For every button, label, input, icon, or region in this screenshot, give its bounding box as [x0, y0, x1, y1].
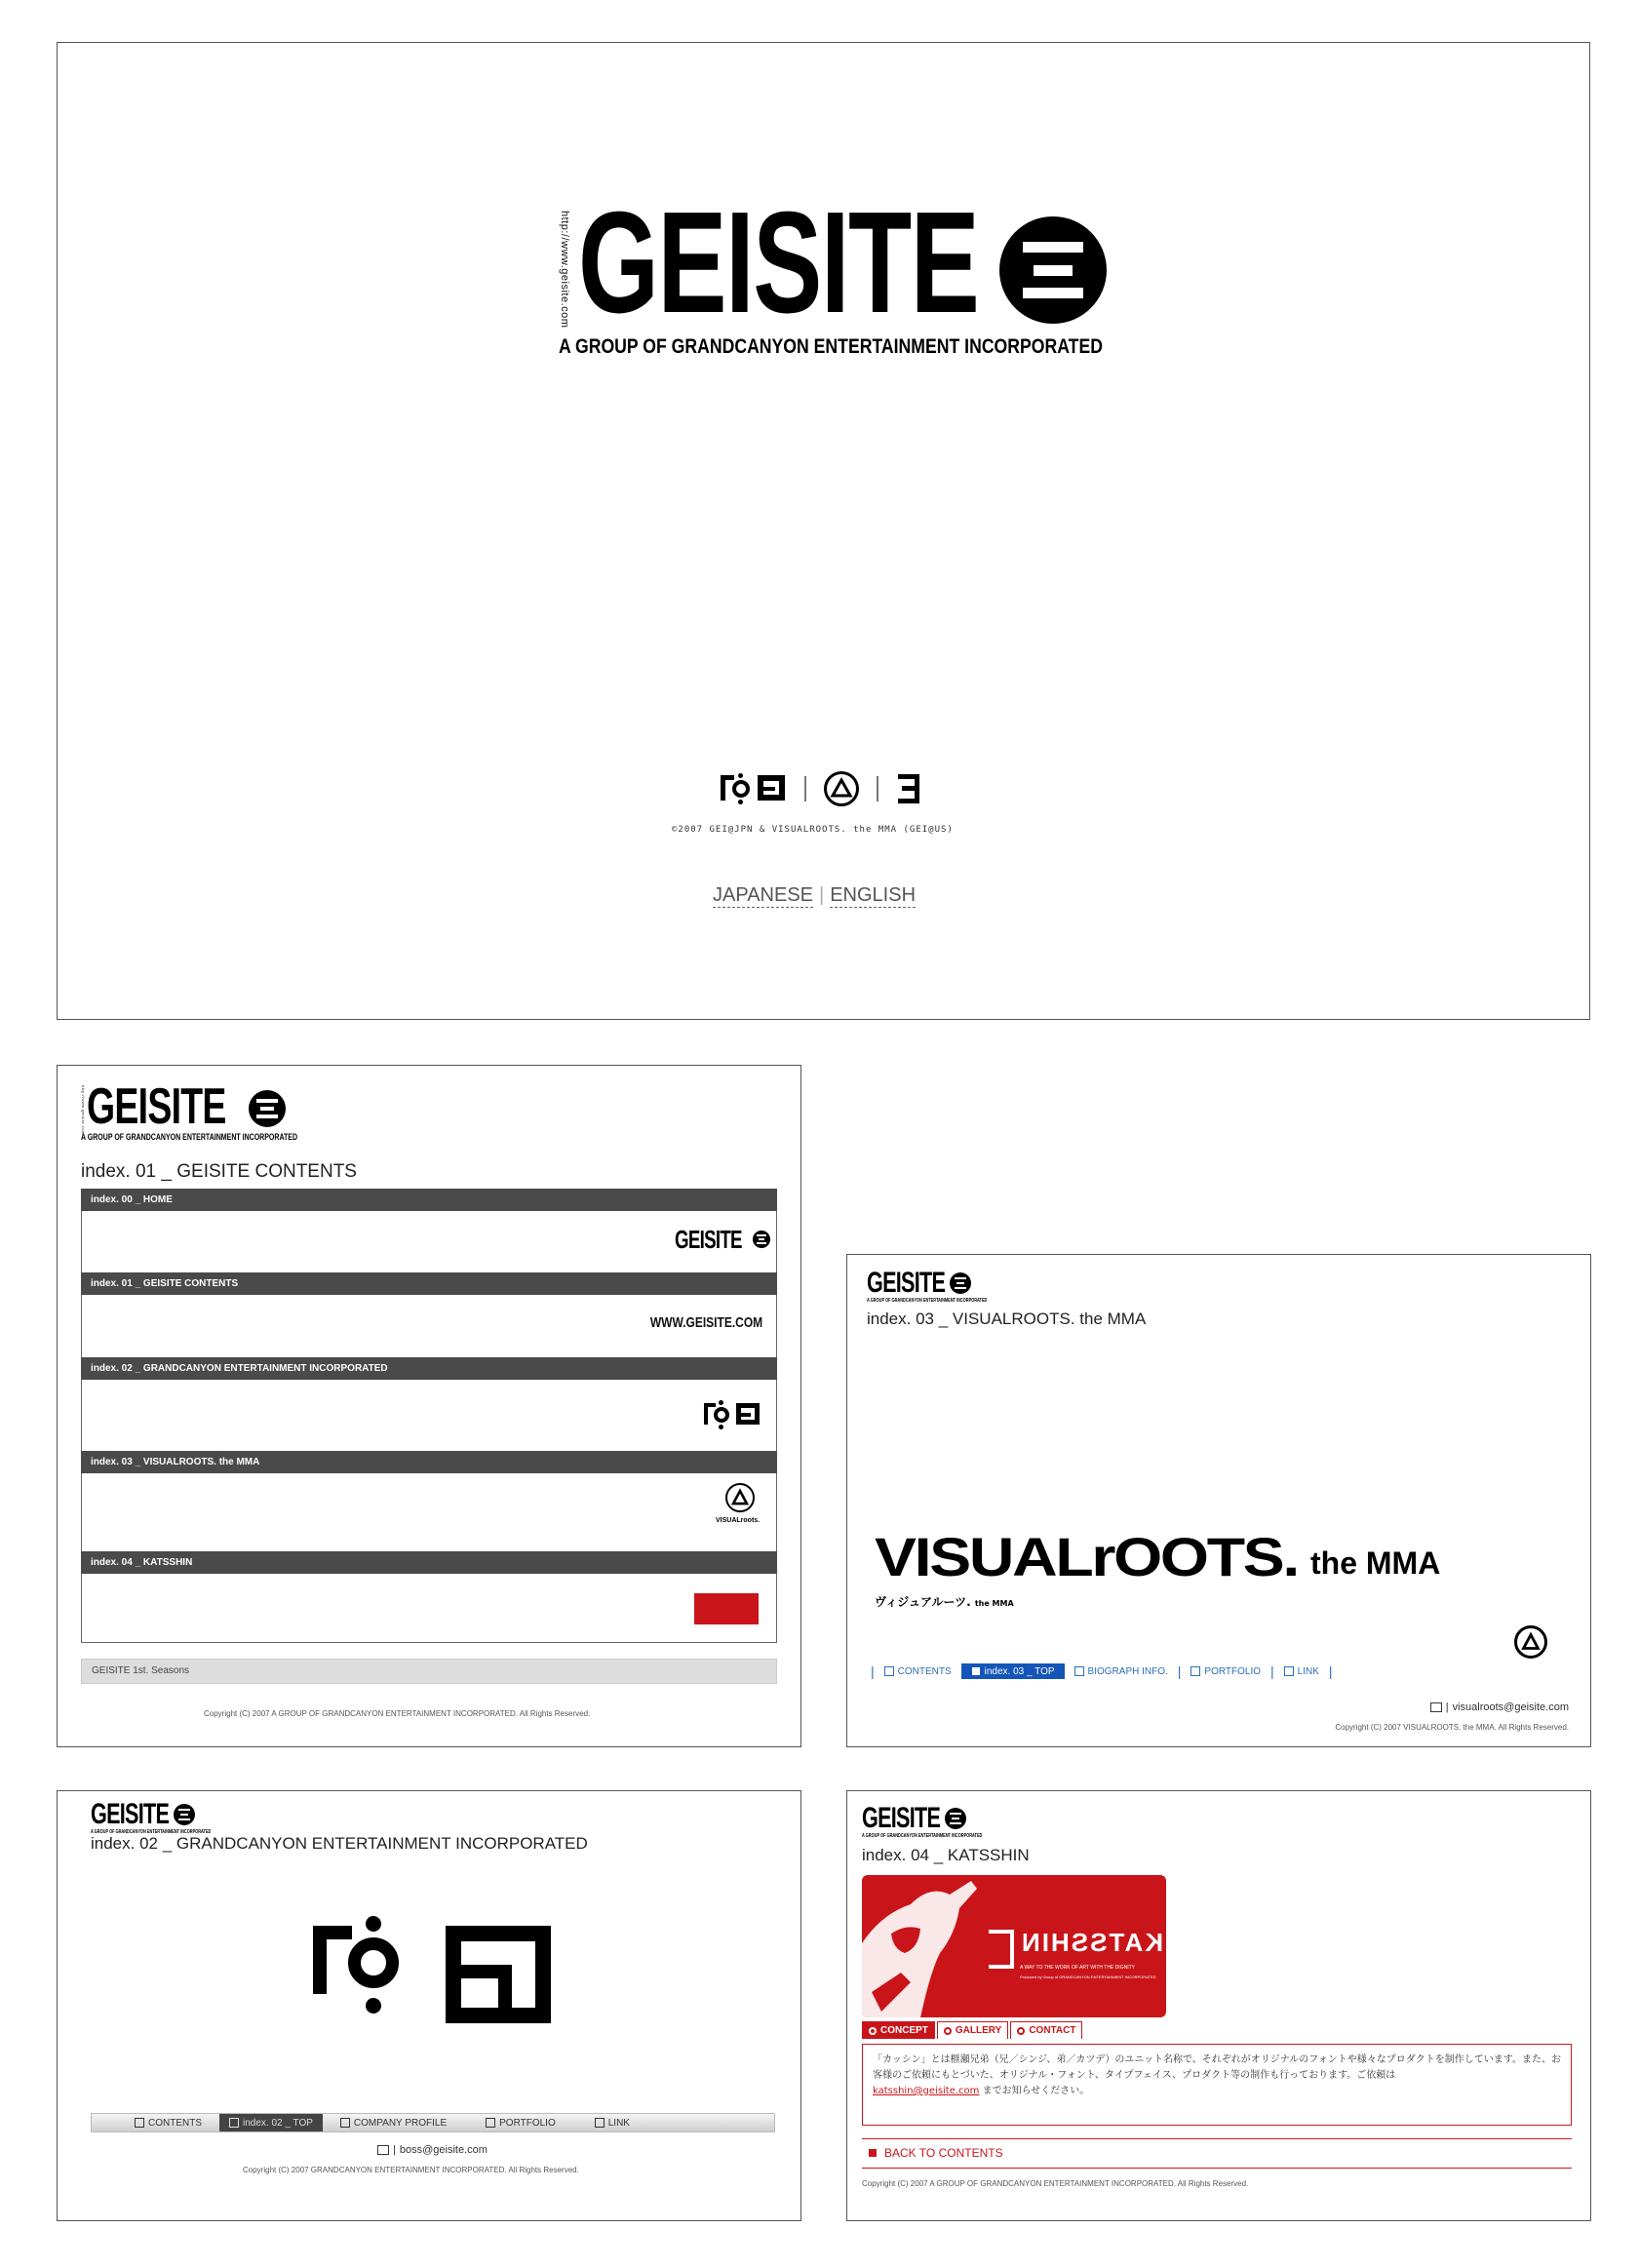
tab-label: CONTACT: [1029, 2025, 1076, 2036]
grandcanyon-copyright: Copyright (C) 2007 GRANDCANYON ENTERTAINMENT INCORPORATED. All Rights Reserved.: [243, 2166, 579, 2174]
page-title: index. 04 _ KATSSHIN: [862, 1846, 1030, 1864]
katakana-suffix: the MMA: [974, 1599, 1014, 1608]
katsshin-mark-icon: [896, 771, 921, 806]
back-label: BACK TO CONTENTS: [884, 2146, 1003, 2160]
katsshin-banner-tagline: A WAY TO THE WORK OF ART WITH THE DIGNITY: [1020, 1965, 1135, 1971]
page-title: index. 03 _ VISUALROOTS. the MMA: [867, 1310, 1147, 1328]
section-header-home[interactable]: index. 00 _ HOME: [81, 1189, 777, 1211]
mark-separator: [877, 776, 878, 802]
logo-url-text: http://www.geisite.com: [559, 211, 570, 329]
nav-portfolio[interactable]: [1181, 1663, 1270, 1679]
mail-icon: [1430, 1702, 1442, 1712]
katsshin-copyright: Copyright (C) 2007 A GROUP OF GRANDCANYON ENTERTAINMENT INCORPORATED. All Rights Reserved.: [862, 2179, 1249, 2188]
portfolio-icon: [1190, 1666, 1200, 1676]
grandcanyon-email-link[interactable]: boss@geisite.com: [399, 2144, 488, 2156]
geisite-logo-mini: [867, 1267, 988, 1309]
tab-circle-icon: [869, 2027, 877, 2035]
page-title: index. 02 _ GRANDCANYON ENTERTAINMENT INCORPORATED: [91, 1834, 588, 1853]
tab-gallery[interactable]: [937, 2021, 1008, 2039]
grandcanyon-panel: [57, 1790, 801, 2221]
gei-mark-icon[interactable]: [704, 1399, 762, 1430]
logo-emblem-icon: [945, 1808, 966, 1829]
gei-large-mark-icon: [313, 1916, 557, 2023]
section-body-visualroots[interactable]: [81, 1473, 777, 1551]
logo-tagline: A GROUP OF GRANDCANYON ENTERTAINMENT INCORPORATED: [559, 335, 1103, 358]
katsshin-banner: [862, 1875, 1166, 2017]
contents-copyright: Copyright (C) 2007 A GROUP OF GRANDCANYON ENTERTAINMENT INCORPORATED. All Rights Reserved.: [204, 1709, 591, 1718]
mark-separator: [804, 776, 806, 802]
section-header-contents[interactable]: index. 01 _ GEISITE CONTENTS: [81, 1272, 777, 1295]
visualroots-mark-icon: [824, 771, 859, 806]
nav-label: index. 03 _ TOP: [984, 1665, 1055, 1677]
nav-label: CONTENTS: [897, 1665, 952, 1677]
email-prefix: |: [393, 2144, 396, 2156]
section-header-grandcanyon[interactable]: index. 02 _ GRANDCANYON ENTERTAINMENT INCORPORATED: [81, 1357, 777, 1380]
concept-text-1: 「カッシン」とは榧瀬兄弟（兄／シンジ、弟／カツデ）のユニット名称で、それぞれがオリジナルのフォントや様々なプロダクトを制作していま: [873, 2054, 1503, 2065]
katakana-text: ヴィジュアルーツ.: [875, 1595, 971, 1609]
tab-label: CONCEPT: [880, 2025, 928, 2036]
visualroots-email-link[interactable]: visualroots@geisite.com: [1452, 1701, 1569, 1713]
tab-concept[interactable]: [862, 2021, 935, 2039]
logo-wordmark: GEISITE: [578, 182, 979, 343]
visualroots-wordmark-suffix: the MMA: [1310, 1545, 1441, 1581]
nav-top[interactable]: [219, 2114, 323, 2131]
section-header-katsshin[interactable]: index. 04 _ KATSSHIN: [81, 1551, 777, 1574]
nav-contents[interactable]: [875, 1663, 961, 1679]
lang-separator: |: [819, 884, 825, 906]
geisite-logo-small: [81, 1078, 305, 1154]
g-icon: [229, 2118, 239, 2128]
visualroots-panel: [846, 1254, 1591, 1747]
nav-pipe: |: [1270, 1663, 1274, 1679]
nav-biograph[interactable]: [1065, 1663, 1178, 1679]
logo-wordmark: GEISITE: [862, 1802, 941, 1834]
nav-contents[interactable]: [125, 2114, 212, 2131]
logo-tagline: A GROUP OF GRANDCANYON ENTERTAINMENT INCORPORATED: [91, 1829, 212, 1835]
logo-tagline: A GROUP OF GRANDCANYON ENTERTAINMENT INCORPORATED: [81, 1132, 298, 1142]
logo-wordmark: GEISITE: [87, 1078, 226, 1135]
visualroots-wordmark: VISUALrOOTS.: [875, 1526, 1298, 1587]
logo-emblem-icon: [950, 1272, 971, 1294]
nav-company-profile[interactable]: [331, 2114, 456, 2131]
nav-label: LINK: [607, 2117, 630, 2129]
nav-link[interactable]: [585, 2114, 640, 2131]
tab-circle-icon: [1017, 2027, 1025, 2035]
logo-wordmark: GEISITE: [91, 1798, 170, 1830]
section-body-contents[interactable]: [81, 1295, 777, 1357]
nav-label: PORTFOLIO: [499, 2117, 556, 2129]
logo-tagline: A GROUP OF GRANDCANYON ENTERTAINMENT INCORPORATED: [862, 1833, 983, 1839]
www-thumb-text[interactable]: WWW.GEISITE.COM: [649, 1314, 762, 1331]
divider-top: [862, 2138, 1572, 2139]
visualroots-email-line: [1430, 1701, 1569, 1713]
nav-label: LINK: [1297, 1665, 1319, 1677]
logo-emblem-icon: [249, 1090, 286, 1127]
visualroots-mark-icon: [725, 1483, 755, 1512]
logo-emblem-icon: [999, 216, 1107, 324]
geisite-logo-mini: [862, 1802, 983, 1844]
tab-contact[interactable]: [1010, 2021, 1082, 2039]
concept-text-3: までお知らせください。: [979, 2086, 1090, 2096]
home-thumb-logo[interactable]: [675, 1227, 772, 1260]
home-thumb-emblem-icon: [753, 1231, 770, 1248]
japanese-link[interactable]: JAPANESE: [713, 884, 813, 906]
contents-icon: [884, 1666, 894, 1676]
splash-copyright: ©2007 GEI@JPN & VISUALROOTS. the MMA (GEI@US): [672, 825, 954, 835]
concept-text-box: [862, 2044, 1572, 2126]
nav-portfolio[interactable]: [476, 2114, 566, 2131]
portfolio-icon: [486, 2118, 495, 2128]
back-to-contents-link[interactable]: [869, 2146, 1003, 2160]
english-link[interactable]: ENGLISH: [830, 884, 917, 906]
v-icon: [971, 1666, 981, 1676]
katsshin-banner-credit: Produced by Group of GRANDCANYON ENTERTAINMENT INCORPORATED: [1020, 1975, 1156, 1979]
geisite-logo: [559, 182, 1144, 404]
visualroots-katakana: [875, 1596, 1014, 1608]
nav-label: COMPANY PROFILE: [353, 2117, 448, 2129]
mail-icon: [377, 2145, 389, 2155]
tab-circle-icon: [944, 2027, 952, 2035]
katsshin-banner-name: KATSSHIN: [1020, 1928, 1163, 1957]
divider-bottom: [862, 2168, 1572, 2169]
home-thumb-wordmark: GEISITE: [675, 1225, 742, 1254]
visualroots-nav: [871, 1663, 1333, 1679]
gei-mark-icon: [721, 771, 787, 806]
katsshin-panel: [846, 1790, 1591, 2221]
section-body-grandcanyon[interactable]: [81, 1380, 777, 1451]
section-body-katsshin[interactable]: [81, 1574, 777, 1643]
email-prefix: |: [1445, 1701, 1449, 1713]
nav-label: CONTENTS: [148, 2117, 202, 2129]
profile-icon: [340, 2118, 350, 2128]
katsshin-tabs: [862, 2021, 1084, 2039]
nav-label: PORTFOLIO: [1204, 1665, 1262, 1677]
section-header-visualroots[interactable]: index. 03 _ VISUALROOTS. the MMA: [81, 1451, 777, 1473]
logo-url-text: http://www.geisite.com: [81, 1085, 86, 1135]
page-title: index. 01 _ GEISITE CONTENTS: [81, 1161, 357, 1182]
nav-link[interactable]: [1274, 1663, 1329, 1679]
logo-emblem-icon: [174, 1804, 195, 1825]
grandcanyon-nav: [91, 2113, 775, 2132]
concept-text-2: す。また、お客様のご依頼にもとづいた、オリジナル・フォント、タイプフェイス、プロダクト等の制作も行っております。ご依頼は: [873, 2054, 1561, 2081]
nav-pipe: |: [1328, 1663, 1333, 1679]
contents-panel: [57, 1065, 801, 1747]
seasons-bar: GEISITE 1st. Seasons: [81, 1659, 777, 1684]
check-icon: [595, 2118, 605, 2128]
check-icon: [1284, 1666, 1294, 1676]
visualroots-mark-icon: [1514, 1625, 1547, 1659]
katsshin-thumbnail[interactable]: [694, 1593, 759, 1624]
logo-wordmark: GEISITE: [867, 1267, 946, 1299]
back-square-icon: [869, 2149, 877, 2157]
nav-label: index. 02 _ TOP: [243, 2117, 313, 2129]
grandcanyon-email-line: [377, 2144, 488, 2156]
visualroots-copyright: Copyright (C) 2007 VISUALROOTS. the MMA. All Rights Reserved.: [1335, 1723, 1569, 1732]
logo-tagline: A GROUP OF GRANDCANYON ENTERTAINMENT INCORPORATED: [867, 1298, 988, 1304]
language-links: [713, 884, 916, 907]
katsshin-banner-mark-icon: [989, 1930, 1014, 1969]
contents-icon: [135, 2118, 144, 2128]
katsshin-email-link[interactable]: katsshin@geisite.com: [873, 2086, 980, 2096]
katsshin-figure-icon: [862, 1875, 998, 2017]
nav-pipe: |: [871, 1663, 875, 1679]
tab-label: GALLERY: [955, 2025, 1002, 2036]
nav-label: BIOGRAPH INFO.: [1087, 1665, 1168, 1677]
nav-top[interactable]: [961, 1663, 1065, 1679]
nav-pipe: |: [1177, 1663, 1182, 1679]
visualroots-thumb-text[interactable]: VISUALroots.: [716, 1517, 761, 1524]
section-body-home[interactable]: [81, 1211, 777, 1272]
biograph-icon: [1074, 1666, 1084, 1676]
splash-panel: [57, 42, 1590, 1020]
partner-marks: [721, 769, 921, 808]
